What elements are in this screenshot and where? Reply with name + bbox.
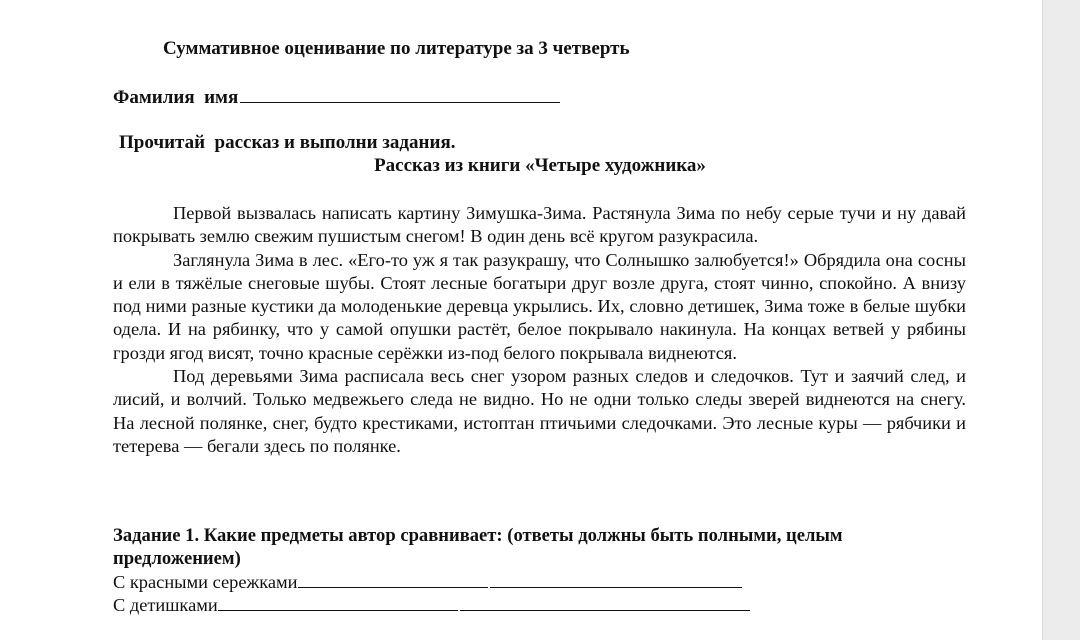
name-field <box>113 86 560 109</box>
answer-row-2 <box>113 594 750 617</box>
task-1-answers <box>113 571 750 617</box>
answer-label-1: С красными сережками <box>113 572 298 592</box>
answer-blank-1b <box>490 571 742 588</box>
story-title: Рассказ из книги «Четыре художника» <box>374 155 706 176</box>
answer-blank-2a <box>218 594 458 611</box>
story-text <box>113 202 966 458</box>
answer-blank-2b <box>460 594 750 611</box>
task-1-question: Задание 1. Какие предметы автор сравнивает: (ответы должны быть полными, целым предложением) <box>113 525 843 569</box>
instruction-text: Прочитай рассказ и выполни задания. <box>119 132 456 153</box>
answer-row-1 <box>113 571 750 594</box>
document-title: Суммативное оценивание по литературе за 3 четверть <box>163 38 630 59</box>
viewer-background <box>1043 0 1080 640</box>
story-paragraph-2: Заглянула Зима в лес. «Его-то уж я так разукрашу, что Солнышко залюбуется!» Обрядила она сосны и ели в тяжёлые снеговые шубы. Стоят лесные богатыри друг возле друга, стоят чинно, спокойно. А внизу под ними разные кустики да молоденькие деревца укрылись. Их, словно детишек, Зима тоже в белые шубки одела. И на рябинку, что у самой опушки растёт, белое покрывало накинула. На концах ветвей у рябины грозди ягод висят, точно красные серёжки из-под белого покрывала виднеются. <box>113 249 966 363</box>
name-label: Фамилия имя <box>113 87 239 108</box>
answer-label-2: С детишками <box>113 595 218 615</box>
name-blank-line <box>240 86 560 103</box>
story-paragraph-3: Под деревьями Зима расписала весь снег узором разных следов и следочков. Тут и заячий след, и лисий, и волчий. Только медвежьего следа не видно. Но не одни только следы зверей виднеются на снегу. На лесной полянке, снег, будто крестиками, истоптан птичьими следочками. Это лесные куры — рябчики и тетерева — бегали здесь по полянке. <box>113 366 966 456</box>
answer-blank-1a <box>298 571 488 588</box>
story-paragraph-1: Первой вызвалась написать картину Зимушка-Зима. Растянула Зима по небу серые тучи и ну давай покрывать землю свежим пушистым снегом! В один день всё кругом разукрасила. <box>113 203 966 247</box>
